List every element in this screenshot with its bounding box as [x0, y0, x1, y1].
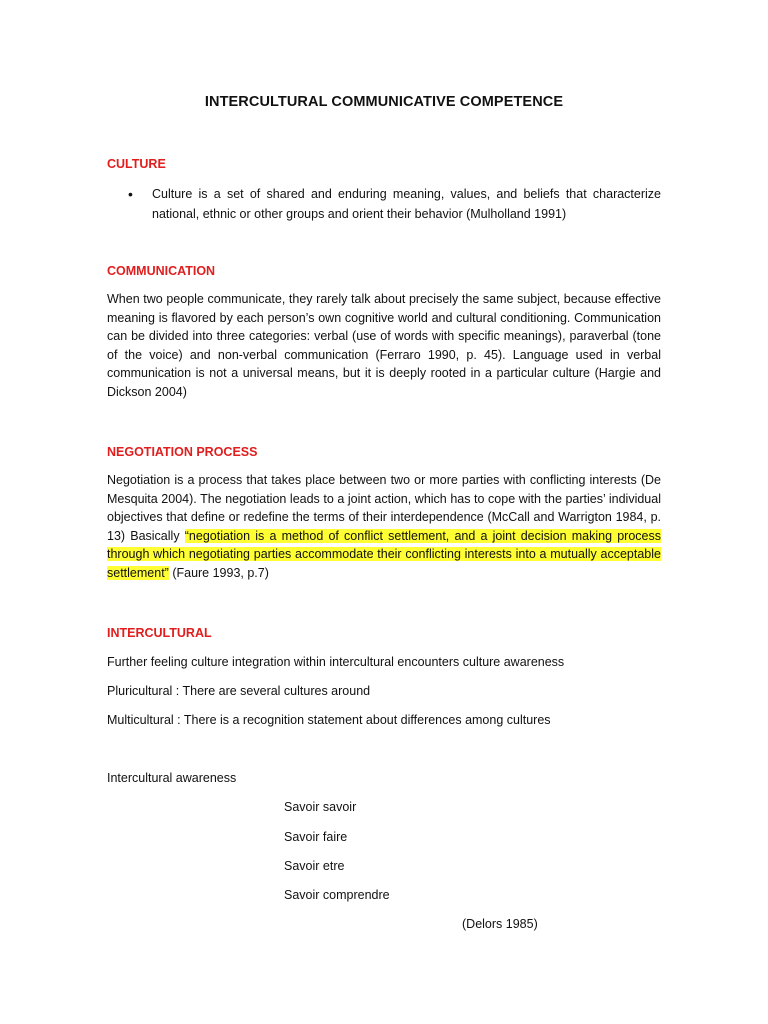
savoir-item: Savoir savoir — [284, 800, 357, 814]
intercultural-heading: INTERCULTURAL — [107, 626, 212, 640]
savoir-item: Savoir comprendre — [284, 888, 390, 902]
delors-citation: (Delors 1985) — [462, 917, 538, 931]
intercultural-awareness-label: Intercultural awareness — [107, 771, 237, 785]
savoir-item: Savoir etre — [284, 859, 345, 873]
bullet-icon: • — [128, 186, 133, 202]
communication-heading: COMMUNICATION — [107, 264, 216, 278]
negotiation-heading: NEGOTIATION PROCESS — [107, 445, 258, 459]
document-title: INTERCULTURAL COMMUNICATIVE COMPETENCE — [204, 94, 564, 110]
culture-heading: CULTURE — [107, 157, 166, 171]
intercultural-line-1: Further feeling culture integration within intercultural encounters culture awareness — [107, 655, 565, 669]
culture-bullet — [128, 184, 661, 224]
culture-bullet-text: Culture is a set of shared and enduring meaning, values, and beliefs that characterize national, ethnic or other groups and orient their behavior (Mulholland 1991) — [152, 187, 661, 221]
negotiation-highlighted-quote: “negotiation is a method of conflict settlement, and a joint decision making process through which negotiating parties accommodate their conflicting interests into a mutually acceptable settlement” — [107, 528, 661, 580]
savoir-item: Savoir faire — [284, 830, 348, 844]
communication-paragraph: When two people communicate, they rarely talk about precisely the same subject, because effective meaning is flavored by each person’s own cognitive world and cultural conditioning. Communication can be divided into three categories: verbal (use of words with specific meanings), paraverbal (tone of the voice) and non-verbal communication (Ferraro 1990, p. 45). Language used in verbal communication is not a universal means, but it is deeply rooted in a particular culture (Hargie and Dickson 2004) — [107, 292, 661, 399]
negotiation-text-before: Negotiation is a process that takes place between two or more parties with conflicting interests (De Mesquita 2004). The negotiation leads to a joint action, which has to cope with the parties’ individual objectives that define or redefine the terms of their interdependence (McCall and Warrigton 1984, p. 13) Basically — [107, 473, 661, 543]
negotiation-paragraph — [107, 471, 661, 583]
intercultural-line-3: Multicultural : There is a recognition statement about differences among cultures — [107, 713, 551, 727]
negotiation-citation: (Faure 1993, p.7) — [168, 565, 269, 580]
intercultural-line-2: Pluricultural : There are several cultures around — [107, 684, 371, 698]
